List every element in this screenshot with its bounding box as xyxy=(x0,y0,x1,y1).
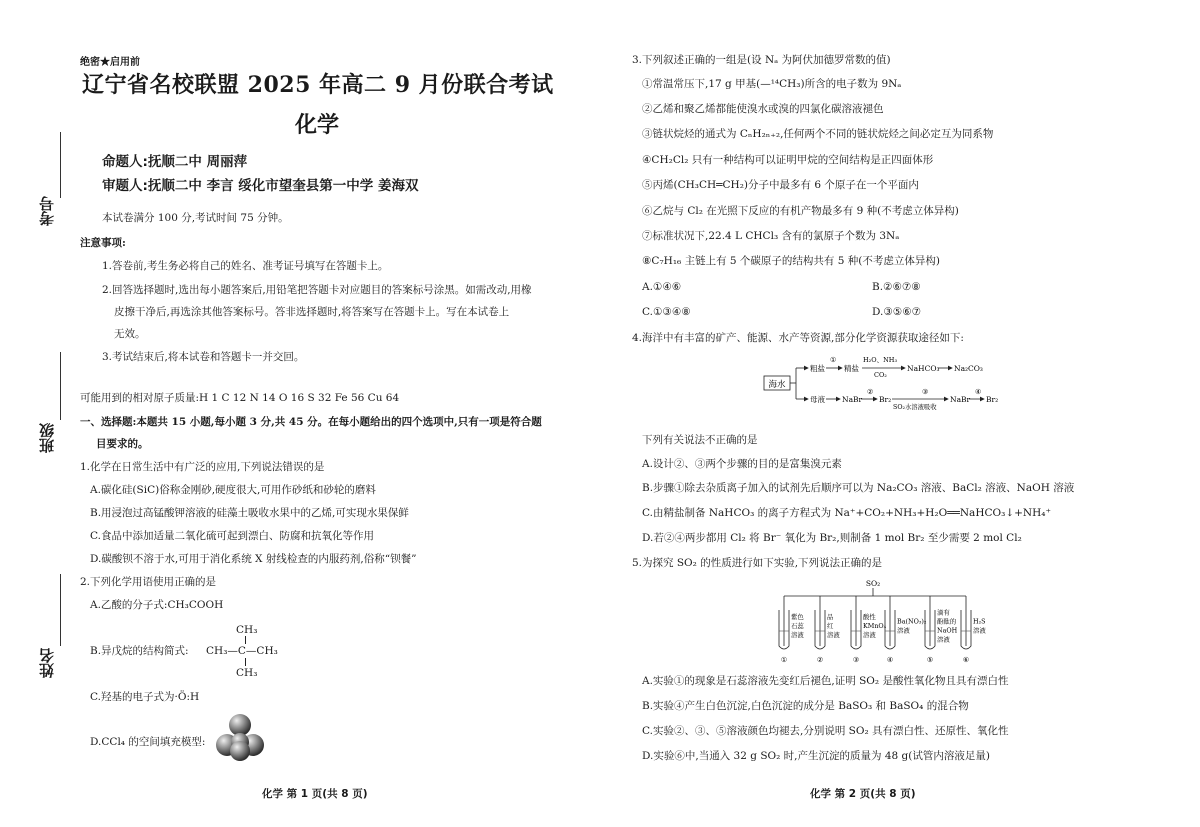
flow-refined-salt: 精盐 xyxy=(844,364,859,373)
q1-option-c: C.食品中添加适量二氧化硫可起到漂白、防腐和抗氧化等作用 xyxy=(90,530,374,542)
q5-option-d: D.实验⑥中,当通入 32 g SO₂ 时,产生沉淀的质量为 48 g(试管内溶液足量) xyxy=(642,750,990,762)
test-tube-3 xyxy=(851,596,887,664)
q1-option-b: B.用浸泡过高锰酸钾溶液的硅藻土吸收水果中的乙烯,可实现水果保鲜 xyxy=(90,507,409,519)
footer-page-2: 化学 第 2 页(共 8 页) xyxy=(810,788,916,800)
q4-option-d: D.若②④两步都用 Cl₂ 将 Br⁻ 氧化为 Br₂,则制备 1 mol Br₂ 至少需要 2 mol Cl₂ xyxy=(642,532,1022,544)
flow-br2-2: Br₂ xyxy=(986,395,999,404)
section-title: 一、选择题:本题共 15 小题,每小题 3 分,共 45 分。在每小题给出的四个选项中,只有一项是符合题 xyxy=(80,416,542,428)
q3-option-b: B.②⑥⑦⑧ xyxy=(872,281,921,293)
test-tube-5 xyxy=(925,596,958,664)
q2-bond-bottom xyxy=(245,658,246,666)
exam-title: 辽宁省名校联盟 2025 年高二 9 月份联合考试 xyxy=(82,72,554,98)
flow-na2co3: Na₂CO₃ xyxy=(954,364,983,373)
q5-option-b: B.实验④产生白色沉淀,白色沉淀的成分是 BaSO₃ 和 BaSO₄ 的混合物 xyxy=(642,700,969,712)
notice-2-cont: 皮擦干净后,再选涂其他答案标号。答非选择题时,将答案写在答题卡上。写在本试卷上 xyxy=(114,306,510,318)
section-title-cont: 目要求的。 xyxy=(96,438,149,450)
tube-5-label-1: 滴有 xyxy=(937,608,950,617)
side-line-name xyxy=(60,574,61,646)
tube-4-number: ④ xyxy=(886,656,894,664)
tube-4-label-2: 溶液 xyxy=(897,626,910,635)
q4-option-c: C.由精盐制备 NaHCO₃ 的离子方程式为 Na⁺+CO₂+NH₃+H₂O══NaHCO₃↓+NH₄⁺ xyxy=(642,507,1052,519)
q4-option-b: B.步骤①除去杂质离子加入的试剂先后顺序可以为 Na₂CO₃ 溶液、BaCl₂ 溶液、NaOH 溶液 xyxy=(642,482,1075,494)
flow-step-1: ① xyxy=(830,356,837,364)
flow-so2-absorb: SO₂水溶液吸收 xyxy=(893,404,937,411)
tube-2-label-3: 溶液 xyxy=(827,631,840,639)
side-label-class: 班级 xyxy=(38,423,56,453)
q2-option-d: D.CCl₄ 的空间填充模型: xyxy=(90,736,206,748)
flow-nabr-2: NaBr xyxy=(950,395,971,404)
q2-option-b-label: B.异戊烷的结构简式: xyxy=(90,645,189,657)
q3-option-c: C.①③④⑧ xyxy=(642,306,691,318)
flow-mother-liquor: 母液 xyxy=(810,395,825,404)
q3-item-1: ①常温常压下,17 g 甲基(—¹⁴CH₃)所含的电子数为 9Nₐ xyxy=(642,78,902,90)
tube-2-number: ② xyxy=(816,656,824,664)
q2-option-a: A.乙酸的分子式:CH₃COOH xyxy=(90,599,224,611)
q2-option-c: C.羟基的电子式为·Ö:H xyxy=(90,691,200,703)
footer-page-1: 化学 第 1 页(共 8 页) xyxy=(262,788,368,800)
q3-option-d: D.③⑤⑥⑦ xyxy=(872,306,922,318)
q1-stem: 1.化学在日常生活中有广泛的应用,下列说法错误的是 xyxy=(80,461,325,473)
q3-item-6: ⑥乙烷与 Cl₂ 在光照下反应的有机产物最多有 9 种(不考虑立体异构) xyxy=(642,205,959,217)
ccl4-space-filling-model xyxy=(214,712,266,762)
tube-1-label-2: 石蕊 xyxy=(791,622,804,630)
side-label-name: 姓名 xyxy=(38,648,56,678)
test-tube-6 xyxy=(961,596,986,664)
author-line-1: 命题人:抚顺二中 周丽萍 xyxy=(102,154,248,170)
flow-crude-salt: 粗盐 xyxy=(810,364,825,373)
side-label-exam-number: 考号 xyxy=(38,196,56,226)
q4-ask: 下列有关说法不正确的是 xyxy=(642,434,758,446)
tube-6-label-1: H₂S xyxy=(973,617,986,626)
tube-3-number: ③ xyxy=(852,656,860,664)
q3-item-8: ⑧C₇H₁₆ 主链上有 5 个碳原子的结构共有 5 种(不考虑立体异构) xyxy=(642,255,940,267)
seawater-text: 海水 xyxy=(768,380,786,390)
flow-co2: CO₂ xyxy=(874,371,887,379)
q5-option-a: A.实验①的现象是石蕊溶液先变红后褪色,证明 SO₂ 是酸性氧化物且具有漂白性 xyxy=(642,675,1009,687)
q3-item-2: ②乙烯和聚乙烯都能使溴水或溴的四氯化碳溶液褪色 xyxy=(642,103,884,115)
so2-experiment-diagram xyxy=(770,576,986,666)
tube-3-label-1: 酸性 xyxy=(863,613,876,621)
flow-nabr-1: NaBr xyxy=(842,395,863,404)
q3-item-7: ⑦标准状况下,22.4 L CHCl₃ 含有的氯原子个数为 3Nₐ xyxy=(642,230,900,242)
tube-5-label-3: NaOH xyxy=(937,626,958,635)
q2-bond-top xyxy=(245,636,246,644)
exam-info: 本试卷满分 100 分,考试时间 75 分钟。 xyxy=(102,212,289,224)
tube-6-label-2: 溶液 xyxy=(973,626,986,635)
test-tube-2 xyxy=(815,596,840,664)
atomic-masses: 可能用到的相对原子质量:H 1 C 12 N 14 O 16 S 32 Fe 56 Cu 64 xyxy=(80,392,400,404)
flow-step-4: ④ xyxy=(975,388,982,396)
tube-1-label-3: 溶液 xyxy=(791,631,804,639)
q2-ch3-top: CH₃ xyxy=(236,624,258,636)
tube-2-label-2: 红 xyxy=(827,622,834,630)
flow-br2-1: Br₂ xyxy=(879,395,892,404)
q2-ch3-bottom: CH₃ xyxy=(236,667,258,679)
test-tube-1 xyxy=(779,596,804,664)
tube-2-label-1: 品 xyxy=(827,613,834,621)
tube-1-number: ① xyxy=(780,656,788,664)
author-line-2: 审题人:抚顺二中 李言 绥化市望奎县第一中学 姜海双 xyxy=(102,178,419,194)
tube-6-number: ⑥ xyxy=(962,656,970,664)
q5-stem: 5.为探究 SO₂ 的性质进行如下实验,下列说法正确的是 xyxy=(632,557,883,569)
confidential-mark: 绝密★启用前 xyxy=(80,57,140,68)
q2-stem: 2.下列化学用语使用正确的是 xyxy=(80,576,217,588)
page-2 xyxy=(600,0,1200,827)
q5-option-c: C.实验②、③、⑤溶液颜色均褪去,分别说明 SO₂ 具有漂白性、还原性、氧化性 xyxy=(642,725,1009,737)
tube-5-number: ⑤ xyxy=(926,656,934,664)
flow-step-2: ② xyxy=(867,388,874,396)
notice-1: 1.答卷前,考生务必将自己的姓名、准考证号填写在答题卡上。 xyxy=(102,260,389,272)
tube-4-label-1: Ba(NO₃)₂ xyxy=(897,617,927,626)
so2-source-label: SO₂ xyxy=(865,579,881,588)
notice-2-end: 无效。 xyxy=(114,328,146,340)
q2-ch3-mid: CH₃—C—CH₃ xyxy=(206,645,278,657)
test-tube-4 xyxy=(885,596,927,664)
tube-5-label-2: 酚酞的 xyxy=(937,617,957,626)
notice-title: 注意事项: xyxy=(80,237,126,249)
subject-title: 化学 xyxy=(294,112,339,138)
side-line-exam-number xyxy=(60,132,61,198)
tube-5-label-4: 溶液 xyxy=(937,635,950,644)
notice-3: 3.考试结束后,将本试卷和答题卡一并交回。 xyxy=(102,351,305,363)
q3-option-a: A.①④⑥ xyxy=(642,281,682,293)
notice-2: 2.回答选择题时,选出每小题答案后,用铅笔把答题卡对应题目的答案标号涂黑。如需改动,用橡 xyxy=(102,284,532,296)
tube-1-label-1: 紫色 xyxy=(791,613,804,621)
q3-item-5: ⑤丙烯(CH₃CH═CH₂)分子中最多有 6 个原子在一个平面内 xyxy=(642,179,919,191)
tube-3-label-3: 溶液 xyxy=(863,631,876,639)
flow-step-3: ③ xyxy=(922,388,929,396)
seawater-flow-diagram xyxy=(760,352,1010,414)
q3-item-4: ④CH₂Cl₂ 只有一种结构可以证明甲烷的空间结构是正四面体形 xyxy=(642,154,934,166)
tube-3-label-2: KMnO₄ xyxy=(863,622,887,630)
side-line-class xyxy=(60,352,61,420)
q4-stem: 4.海洋中有丰富的矿产、能源、水产等资源,部分化学资源获取途径如下: xyxy=(632,332,964,344)
q3-stem: 3.下列叙述正确的一组是(设 Nₐ 为阿伏加德罗常数的值) xyxy=(632,54,891,66)
flow-reagents: H₂O、NH₃ xyxy=(863,356,898,364)
flow-nahco3: NaHCO₃ xyxy=(907,364,940,373)
q1-option-a: A.碳化硅(SiC)俗称金刚砂,硬度很大,可用作砂纸和砂轮的磨料 xyxy=(90,484,376,496)
q3-item-3: ③链状烷烃的通式为 CₙH₂ₙ₊₂,任何两个不同的链状烷烃之间必定互为同系物 xyxy=(642,128,994,140)
q1-option-d: D.碳酸钡不溶于水,可用于消化系统 X 射线检查的内服药剂,俗称“钡餐” xyxy=(90,553,417,565)
q4-option-a: A.设计②、③两个步骤的目的是富集溴元素 xyxy=(642,458,842,470)
